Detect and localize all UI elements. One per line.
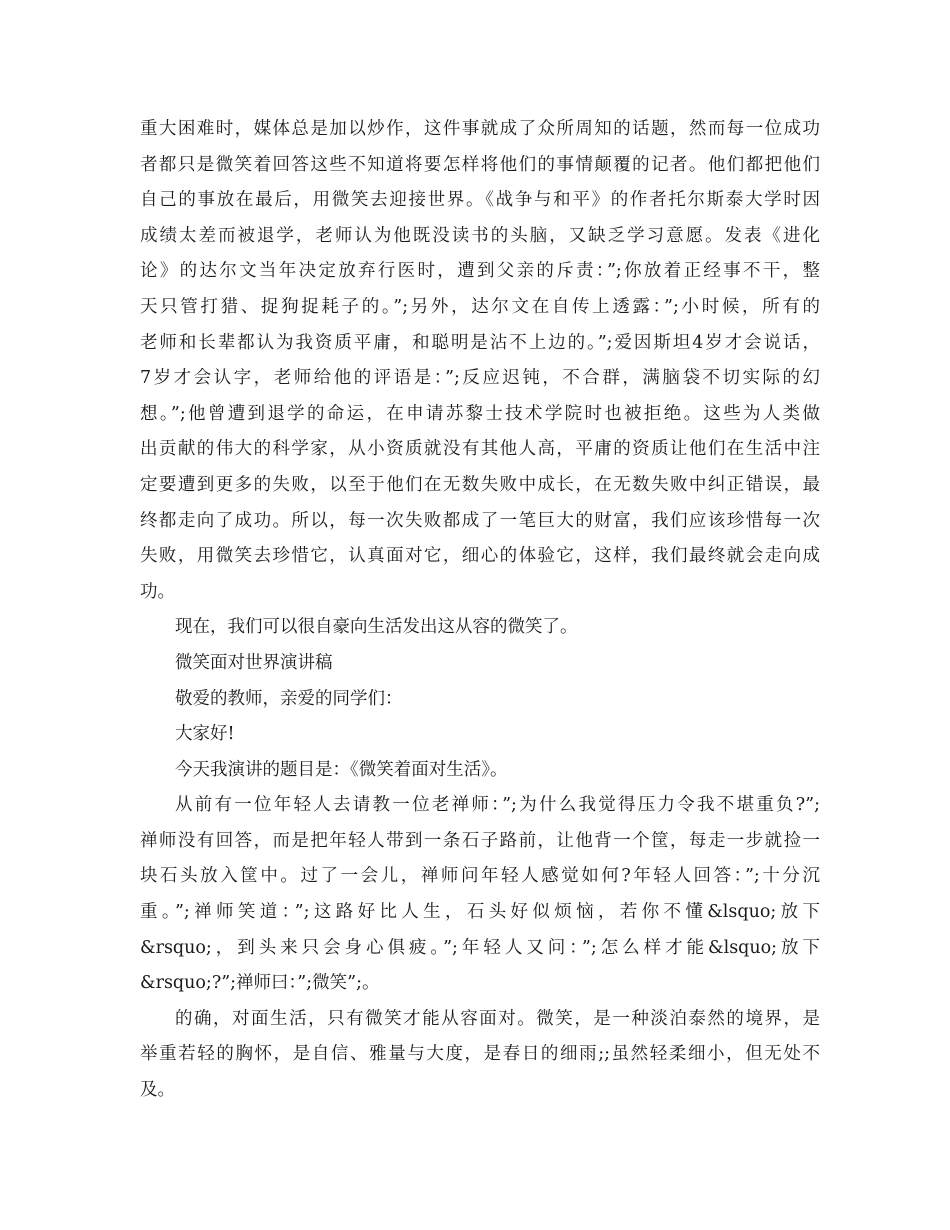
- text-line: 禅师没有回答，而是把年轻人带到一条石子路前，让他背一个筐，每走一步就捡一: [140, 830, 820, 851]
- text-line: 天只管打猎、捉狗捉耗子的。”;另外，达尔文在自传上透露：”;小时候，所有的: [140, 296, 820, 317]
- text-line: 重大困难时，媒体总是加以炒作，这件事就成了众所周知的话题，然而每一位成功: [140, 119, 820, 139]
- text-line: 自己的事放在最后，用微笑去迎接世界。《战争与和平》的作者托尔斯泰大学时因: [140, 190, 820, 211]
- text-line: &rsquo;，到头来只会身心俱疲。”;年轻人又问：”;怎么样才能&lsquo;放下: [140, 937, 820, 958]
- text-line: &rsquo;?”;禅师曰：”;微笑”;。: [140, 973, 380, 994]
- text-line: 者都只是微笑着回答这些不知道将要怎样将他们的事情颠覆的记者。他们都把他们: [140, 154, 820, 175]
- text-line: 的确，对面生活，只有微笑才能从容面对。微笑，是一种淡泊泰然的境界，是: [175, 1008, 820, 1029]
- text-line: 今天我演讲的题目是：《微笑着面对生活》。: [175, 759, 508, 780]
- text-line: 功。: [140, 581, 175, 602]
- text-line: 块石头放入筐中。过了一会儿，禅师问年轻人感觉如何?年轻人回答：”;十分沉: [140, 866, 820, 887]
- text-line: 现在，我们可以很自豪向生活发出这从容的微笑了。: [175, 617, 578, 638]
- text-line: 老师和长辈都认为我资质平庸，和聪明是沾不上边的。”;爱因斯坦4岁才会说话，: [140, 332, 820, 353]
- text-line: 定要遭到更多的失败，以至于他们在无数失败中成长，在无数失败中纠正错误，最: [140, 474, 820, 495]
- text-line: 微笑面对世界演讲稿: [175, 652, 333, 673]
- text-line: 终都走向了成功。所以，每一次失败都成了一笔巨大的财富，我们应该珍惜每一次: [140, 510, 820, 531]
- text-line: 7岁才会认字，老师给他的评语是：”;反应迟钝，不合群，满脑袋不切实际的幻: [140, 368, 820, 389]
- text-line: 成绩太差而被退学，老师认为他既没读书的头脑，又缺乏学习意愿。发表《进化: [140, 225, 820, 246]
- text-line: 举重若轻的胸怀，是自信、雅量与大度，是春日的细雨;;虽然轻柔细小，但无处不: [140, 1044, 820, 1065]
- text-line: 失败，用微笑去珍惜它，认真面对它，细心的体验它，这样，我们最终就会走向成: [140, 546, 820, 567]
- text-line: 从前有一位年轻人去请教一位老禅师：”;为什么我觉得压力令我不堪重负?”;: [175, 795, 820, 816]
- text-line: 重。”;禅师笑道：”;这路好比人生，石头好似烦恼，若你不懂&lsquo;放下: [140, 902, 820, 923]
- document-body: [140, 112, 820, 1109]
- text-line: 敬爱的教师，亲爱的同学们：: [175, 688, 403, 709]
- text-line: 出贡献的伟大的科学家，从小资质就没有其他人高，平庸的资质让他们在生活中注: [140, 439, 820, 460]
- text-line: 大家好!: [175, 724, 235, 745]
- text-line: 想。”;他曾遭到退学的命运，在申请苏黎士技术学院时也被拒绝。这些为人类做: [140, 403, 820, 424]
- text-line: 论》的达尔文当年决定放弃行医时，遭到父亲的斥责：”;你放着正经事不干，整: [140, 261, 820, 282]
- text-line: 及。: [140, 1080, 175, 1101]
